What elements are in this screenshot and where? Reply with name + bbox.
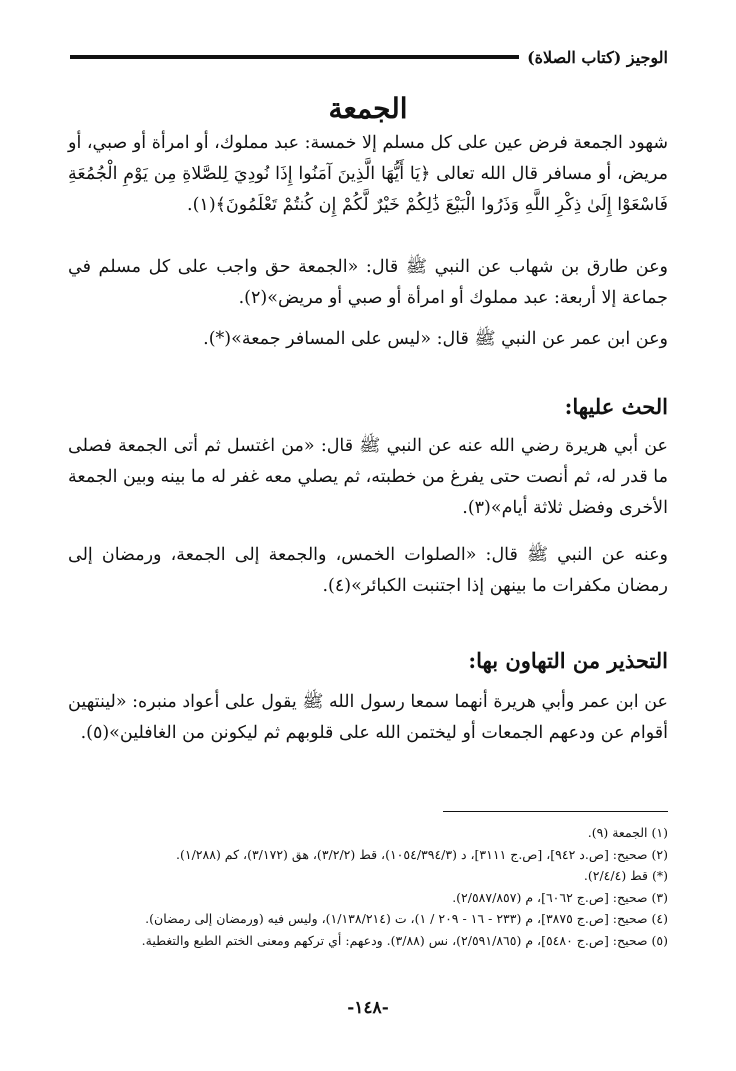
incentive-paragraph-1: عن أبي هريرة رضي الله عنه عن النبي ﷺ قال: «من اغتسل ثم أتى الجمعة فصلى ما قدر له، ثم أنصت حتى يفرغ من خطبته، ثم يصلي معه غفر له ما بينه وبين الجمعة الأخرى وفضل ثلاثة أيام»(٣). (68, 436, 668, 518)
intro-paragraph-2: وعن طارق بن شهاب عن النبي ﷺ قال: «الجمعة حق واجب على كل مسلم في جماعة إلا أربعة: عبد مملوك أو امرأة أو صبي أو مريض»(٢). (68, 257, 668, 308)
footnotes (68, 822, 668, 951)
running-header-title: الوجيز (كتاب الصلاة) (527, 47, 668, 67)
incentive-paragraph-2: وعنه عن النبي ﷺ قال: «الصلوات الخمس، والجمعة إلى الجمعة، ورمضان إلى رمضان مكفرات ما بينهن إذا اجتنبت الكبائر»(٤). (68, 545, 668, 596)
intro-paragraph-3: وعن ابن عمر عن النبي ﷺ قال: «ليس على المسافر جمعة»(*). (203, 329, 668, 349)
section-title-incentive: الحث عليها: (564, 394, 668, 419)
footnote-3: (٣) صحيح: [ص.ج ٦٠٦٢]، م (٢/٥٨٧/٨٥٧). (452, 889, 668, 905)
footnote-star: (*) قط (٢/٤/٤). (583, 868, 668, 883)
warning-paragraph-1: عن ابن عمر وأبي هريرة أنهما سمعا رسول الله ﷺ يقول على أعواد منبره: «لينتهين أقوام عن ودعهم الجمعات أو ليختمن الله على قلوبهم ثم ليكونن من الغافلين»(٥). (68, 692, 668, 743)
page-number: -١٤٨- (347, 998, 389, 1018)
section-title-warning: التحذير من التهاون بها: (468, 648, 668, 673)
footnote-1: (١) الجمعة (٩). (587, 825, 668, 840)
footnote-divider (443, 811, 668, 812)
intro-paragraph-1: شهود الجمعة فرض عين على كل مسلم إلا خمسة: عبد مملوك، أو امرأة أو صبي، أو مريض، أو مسافر قال الله تعالى ﴿يَا أَيُّهَا الَّذِينَ آمَنُوا إِذَا نُودِيَ لِلصَّلاةِ مِن يَوْمِ الْجُمُعَةِ فَاسْعَوْا إِلَىٰ ذِكْرِ اللَّهِ وَذَرُوا الْبَيْعَ ذَٰلِكُمْ خَيْرٌ لَّكُمْ إِن كُنتُمْ تَعْلَمُونَ﴾(١). (68, 133, 668, 215)
footnote-4: (٤) صحيح: [ص.ج ٣٨٧٥]، م (٢٣٣ - ١٦ - ٢٠٩ / ١)، ت (١/١٣٨/٢١٤)، وليس فيه (ورمضان إلى رمضان). (145, 911, 668, 926)
header-rule (70, 55, 519, 59)
running-header (70, 44, 668, 70)
chapter-title: الجمعة (328, 92, 408, 125)
footnote-5: (٥) صحيح: [ص.ج ٥٤٨٠]، م (٢/٥٩١/٨٦٥)، نس (٣/٨٨). ودعهم: أي تركهم ومعنى الختم الطبع والتغطية. (141, 932, 668, 948)
footnote-2: (٢) صحيح: [ص.د ٩٤٢]، [ص.ج ٣١١١]، د (١٠٥٤/٣٩٤/٣)، قط (٣/٢/٢)، هق (٣/١٧٢)، كم (١/٢٨٨). (176, 846, 668, 862)
